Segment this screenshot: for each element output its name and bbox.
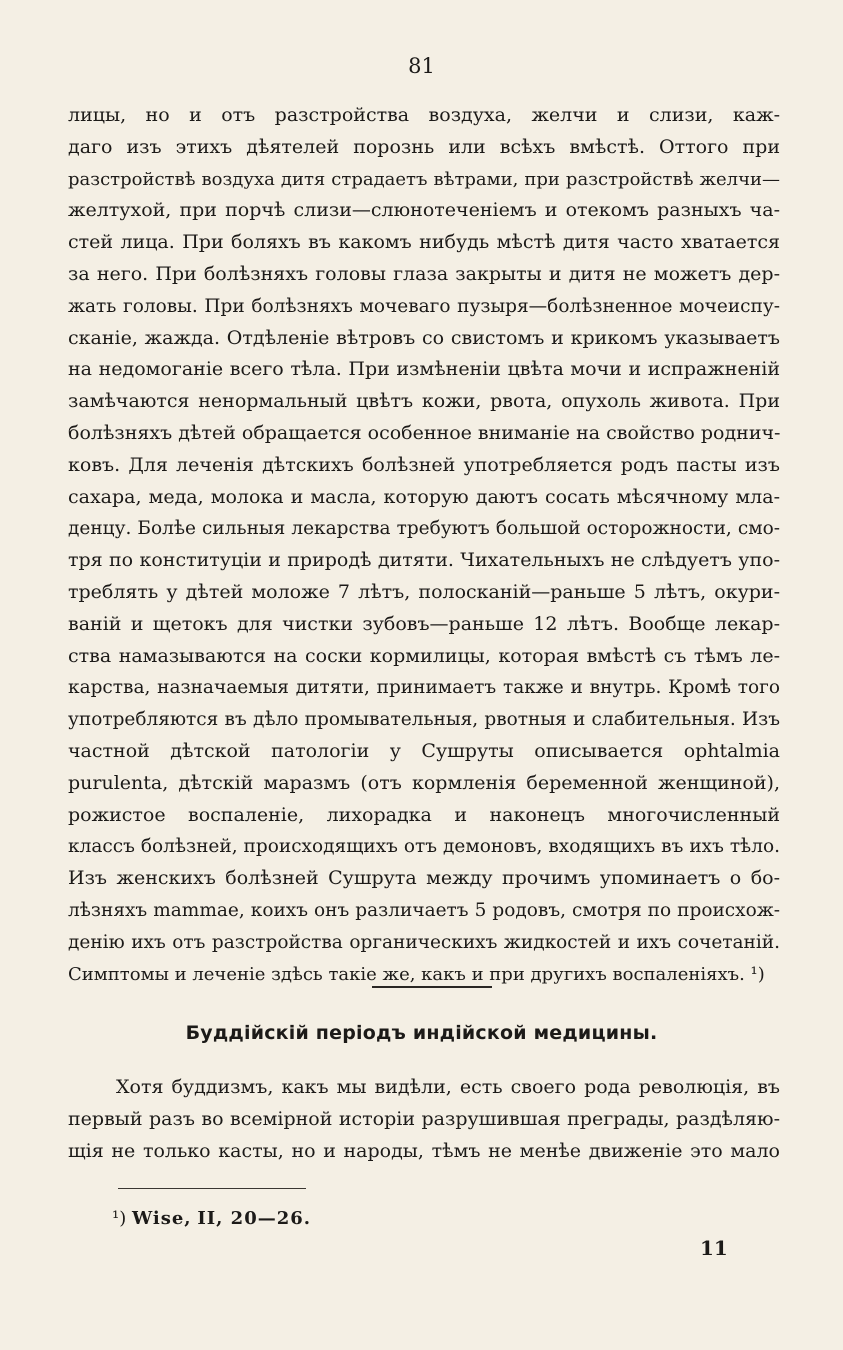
text-line: стей лица. При боляхъ въ какомъ нибудь мѣстѣ дитя часто хватается [68, 231, 780, 254]
text-line: ваній и щетокъ для чистки зубовъ—раньше 12 лѣтъ. Вообще лекар- [68, 612, 780, 635]
text-line: лѣзняхъ mammae, коихъ онъ различаетъ 5 родовъ, смотря по происхож- [68, 899, 780, 921]
text-line: замѣчаются ненормальный цвѣтъ кожи, рвота, опухоль живота. При [68, 390, 780, 413]
text-line: разстройствѣ воздуха дитя страдаетъ вѣтрами, при разстройствѣ желчи— [68, 168, 780, 190]
text-line: сканіе, жажда. Отдѣленіе вѣтровъ со свистомъ и крикомъ указываетъ [68, 326, 780, 349]
signature-number: 11 [700, 1236, 728, 1260]
paragraph-1 [68, 100, 780, 990]
footnote-marker: ¹) [112, 1208, 127, 1229]
text-line: треблять у дѣтей моложе 7 лѣтъ, полосканій—раньше 5 лѣтъ, окури- [68, 580, 780, 603]
footnote-author: Wise, [131, 1208, 192, 1229]
text-line: употребляются въ дѣло промывательныя, рвотныя и слабительныя. Изъ [68, 709, 780, 731]
text-line: болѣзняхъ дѣтей обращается особенное вниманіе на свойство роднич- [68, 421, 780, 444]
text-line: щія не только касты, но и народы, тѣмъ не менѣе движеніе это мало [68, 1139, 780, 1162]
text-line: классъ болѣзней, происходящихъ отъ демоновъ, входящихъ въ ихъ тѣло. [68, 836, 780, 858]
text-line: Изъ женскихъ болѣзней Сушрута между прочимъ упоминаетъ о бо- [68, 867, 780, 890]
text-line: лицы, но и отъ разстройства воздуха, желчи и слизи, каж- [68, 104, 780, 126]
page-number: 81 [408, 54, 435, 78]
footnote-divider [118, 1188, 306, 1189]
text-line: даго изъ этихъ дѣятелей порознь или всѣхъ вмѣстѣ. Оттого при [68, 135, 780, 158]
text-line: рожистое воспаленіе, лихорадка и наконецъ многочисленный [68, 803, 780, 826]
text-line: карства, назначаемыя дитяти, принимаетъ также и внутрь. Кромѣ того [68, 677, 780, 699]
section-divider [372, 986, 492, 988]
text-line: денцу. Болѣе сильныя лекарства требуютъ большой осторожности, смо- [68, 518, 780, 540]
text-line: тря по конституціи и природѣ дитяти. Чихательныхъ не слѣдуетъ упо- [68, 549, 780, 572]
text-line: Симптомы и леченіе здѣсь такіе же, какъ и при другихъ воспаленіяхъ. ¹) [68, 963, 765, 985]
text-line: ства намазываются на соски кормилицы, которая вмѣстѣ съ тѣмъ ле- [68, 644, 780, 667]
text-line: за него. При болѣзняхъ головы глаза закрыты и дитя не можетъ дер- [68, 262, 780, 285]
text-line: на недомоганіе всего тѣла. При измѣненіи цвѣта мочи и испражненій [68, 358, 780, 381]
text-line: желтухой, при порчѣ слизи—слюнотеченіемъ и отекомъ разныхъ ча- [68, 199, 780, 222]
section-heading: Буддійскій періодъ индійской медицины. [185, 1022, 658, 1044]
text-line: Хотя буддизмъ, какъ мы видѣли, есть своего рода революція, въ [116, 1076, 780, 1098]
text-line: частной дѣтской патологіи у Сушруты описывается ophtalmia [68, 739, 780, 762]
text-line: ковъ. Для леченія дѣтскихъ болѣзней употребляется родъ пасты изъ [68, 453, 780, 476]
text-line: purulenta, дѣтскій маразмъ (отъ кормленія беременной женщиной), [68, 771, 780, 794]
footnote [112, 1208, 311, 1229]
text-line: жать головы. При болѣзняхъ мочеваго пузыря—болѣзненное мочеиспу- [68, 295, 780, 317]
text-line: первый разъ во всемірной исторіи разрушившая преграды, раздѣляю- [68, 1107, 780, 1130]
text-line: денію ихъ отъ разстройства органическихъ жидкостей и ихъ сочетаній. [68, 931, 780, 953]
paragraph-2 [68, 1072, 780, 1167]
footnote-reference: II, 20—26. [197, 1208, 312, 1229]
text-line: сахара, меда, молока и масла, которую даютъ сосать мѣсячному мла- [68, 485, 780, 508]
